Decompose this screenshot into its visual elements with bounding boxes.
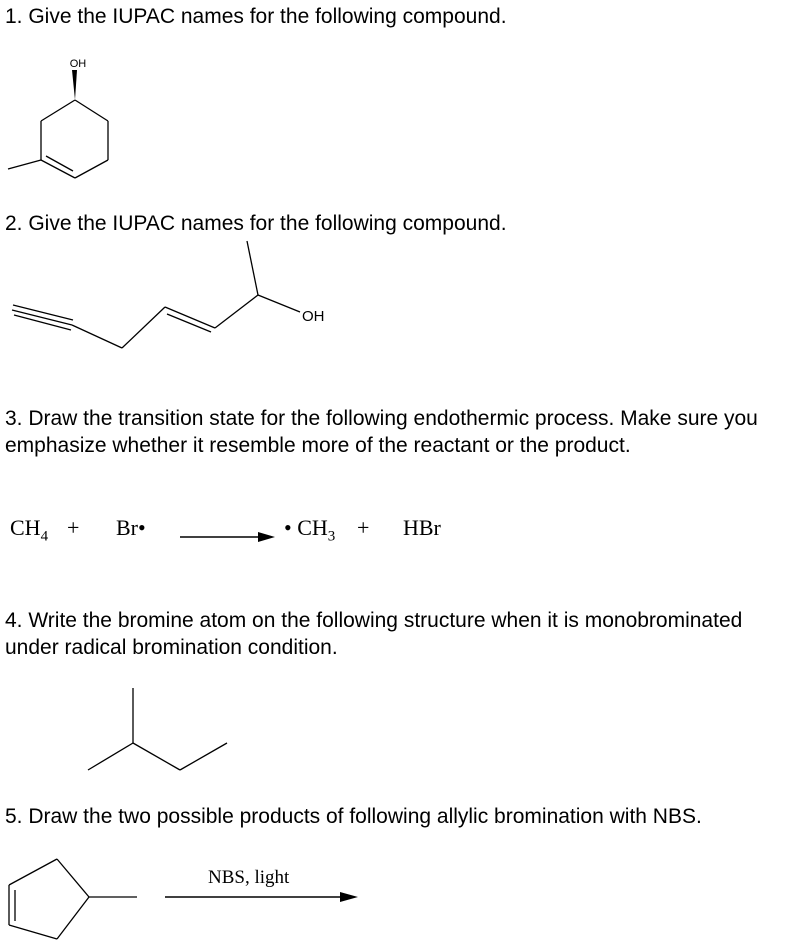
question-5: 5. Draw the two possible products of following allylic bromination with NBS. — [5, 805, 702, 828]
plus-sign-1: + — [67, 515, 80, 540]
structure-2-enynol — [0, 238, 340, 358]
reactant-methane: $CH_4$ — [10, 515, 49, 545]
question-1: 1. Give the IUPAC names for the following compound. — [5, 5, 507, 28]
plus-sign-2: + — [357, 515, 370, 540]
product-hbr: HBr — [403, 515, 441, 540]
product-methyl-radical: • $CH_3$ — [284, 515, 336, 545]
wedge-bond — [72, 70, 77, 100]
question-2: 2. Give the IUPAC names for the following compound. — [5, 212, 507, 235]
question-3: 3. Draw the transition state for the following endothermic process. Make sure you emphasize whether it resemble more of the reactant or the product. — [5, 407, 758, 457]
question-4: 4. Write the bromine atom on the following structure when it is monobrominated under radical bromination condition. — [5, 609, 743, 659]
structure-4-methylbutane — [0, 688, 240, 778]
structure-1-cyclohexenol — [0, 50, 140, 180]
reaction-3 — [10, 513, 470, 553]
structure-5-methylcyclopentene — [0, 855, 150, 945]
structure-2-oh-label: OH — [302, 308, 325, 325]
reaction-arrow-3 — [180, 531, 280, 543]
reaction-5-conditions: NBS, light — [208, 867, 290, 888]
structure-1-oh-label: OH — [69, 58, 87, 70]
reactant-bromine-radical: Br• — [116, 515, 146, 540]
reaction-arrow-5 — [165, 890, 365, 904]
